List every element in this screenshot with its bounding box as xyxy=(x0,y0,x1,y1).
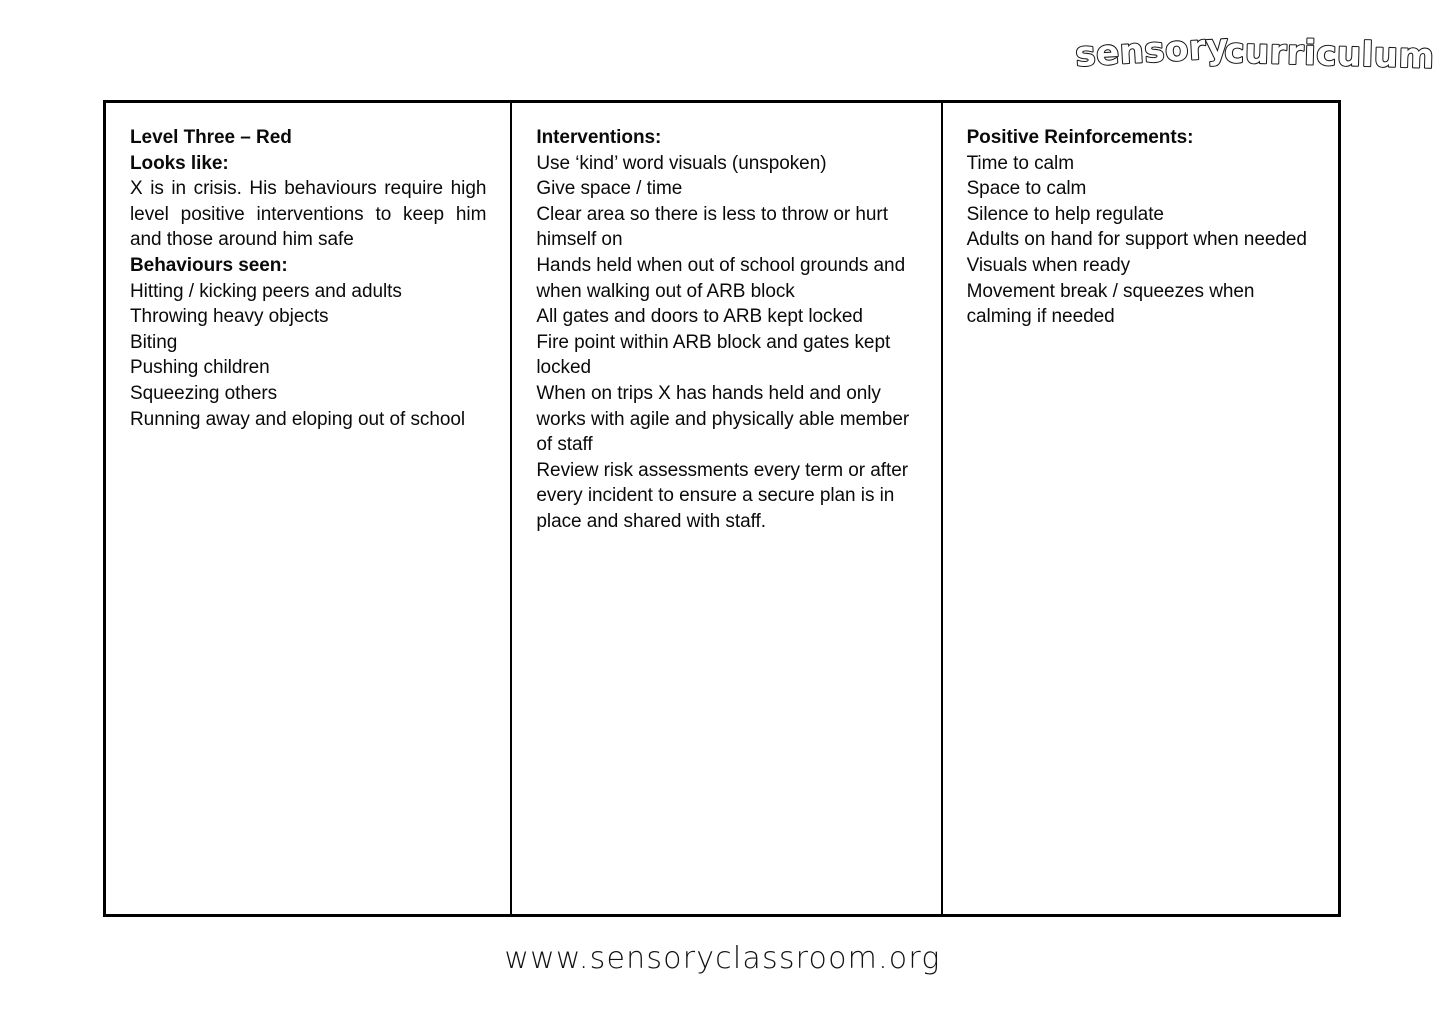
logo-word-sensory: sensory xyxy=(1074,26,1230,75)
list-item: Give space / time xyxy=(536,178,683,200)
list-item: Visuals when ready xyxy=(966,254,1131,276)
looks-like-text: X is in crisis. His behaviours require high level positive interventions to keep him and those around him safe xyxy=(130,178,492,251)
list-item: Biting xyxy=(130,331,178,353)
list-item: Squeezing others xyxy=(130,382,278,404)
list-item: Silence to help regulate xyxy=(966,203,1164,225)
list-item: Movement break / squeezes when calming if needed xyxy=(966,280,1260,328)
column-level-three-red xyxy=(106,103,512,914)
website-footer: www.sensoryclassroom.org xyxy=(504,941,941,976)
list-item: Fire point within ARB block and gates kept locked xyxy=(536,331,896,379)
list-item: Hitting / kicking peers and adults xyxy=(130,280,402,302)
list-item: Throwing heavy objects xyxy=(130,306,329,328)
column-positive-reinforcements xyxy=(943,103,1338,914)
list-item: Adults on hand for support when needed xyxy=(966,229,1307,251)
list-item: Review risk assessments every term or after every incident to ensure a secure plan is in place and shared with staff. xyxy=(536,459,914,532)
list-item: Pushing children xyxy=(130,357,270,379)
sensory-curriculum-logo xyxy=(1072,22,1435,84)
behaviour-plan-table xyxy=(103,100,1341,917)
list-item: Use ‘kind’ word visuals (unspoken) xyxy=(536,152,827,174)
column-heading: Positive Reinforcements: xyxy=(966,127,1194,148)
list-item: Running away and eloping out of school xyxy=(130,408,466,430)
list-item: Time to calm xyxy=(966,152,1074,174)
column-interventions xyxy=(512,103,942,914)
behaviours-seen-label: Behaviours seen: xyxy=(130,254,288,276)
column-heading: Interventions: xyxy=(536,127,662,148)
list-item: Hands held when out of school grounds and when walking out of ARB block xyxy=(536,254,911,302)
column-heading: Level Three – Red xyxy=(130,127,292,148)
list-item: When on trips X has hands held and only works with agile and physically able member of staff xyxy=(536,382,915,456)
logo-word-curriculum: curriculum xyxy=(1223,31,1435,77)
list-item: Space to calm xyxy=(966,178,1087,200)
list-item: Clear area so there is less to throw or hurt himself on xyxy=(536,203,894,251)
list-item: All gates and doors to ARB kept locked xyxy=(536,306,863,328)
looks-like-label: Looks like: xyxy=(130,152,229,174)
